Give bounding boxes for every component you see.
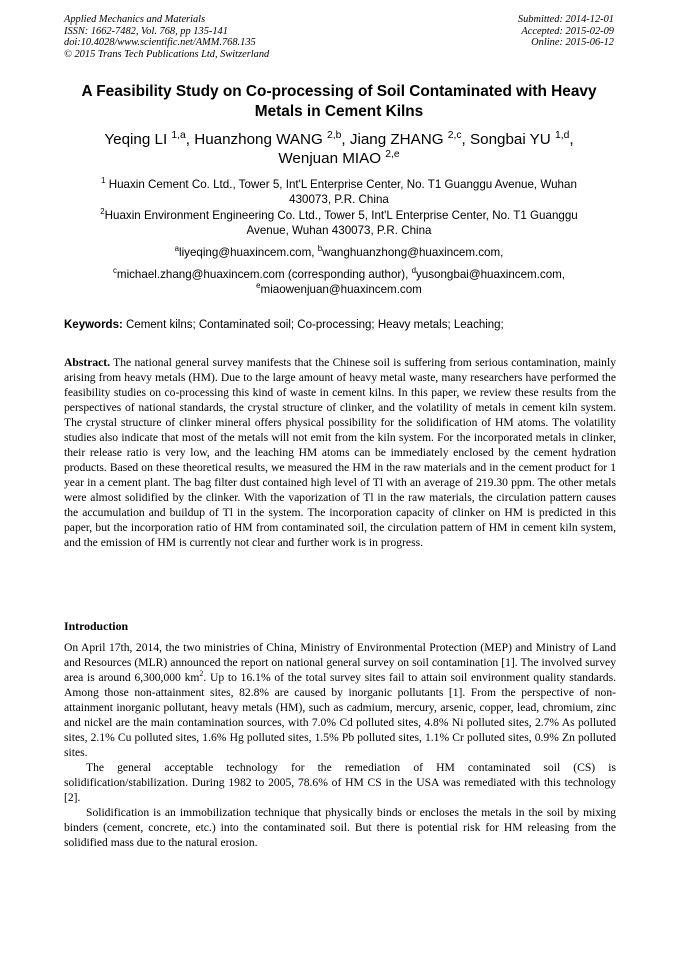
intro-paragraph-2: The general acceptable technology for the remediation of HM contaminated soil (CS) is solidification/stabilization. During 1982 to 2005, 78.6% of HM CS in the USA was remediated with this technology [2]. [64,761,616,804]
intro-paragraph-1-text: On April 17th, 2014, the two ministries of China, Ministry of Environmental Protection (MEP) and Ministry of Land and Resources (MLR) announced the report on national general survey on soil contamination [1]. The involved survey area is around 6,300,000 km [64,641,616,684]
author-line-1 [64,130,614,149]
keywords-label: Keywords: [64,319,123,331]
affiliation-mark: 2 [100,207,105,217]
author-separator: , [185,131,195,148]
abstract-section [64,355,616,550]
affiliation-2 [64,208,614,238]
author-affil-mark: 1,a [171,129,186,141]
keywords-section [64,318,616,333]
introduction-section [64,640,616,850]
email-mark: a [174,244,179,254]
journal-copyright: © 2015 Trans Tech Publications Ltd, Switzerland [64,48,270,60]
keywords-text: Cement kilns; Contaminated soil; Co-processing; Heavy metals; Leaching; [122,319,504,331]
journal-info [64,14,269,60]
paper-title-line-1: A Feasibility Study on Co-processing of Soil Contaminated with Heavy [81,83,597,100]
email-mark: b [317,244,323,254]
superscript-2: 2 [199,669,204,679]
email-mark: c [112,266,117,276]
affiliation-2-line-2: Avenue, Wuhan 430073, P.R. China [246,224,432,237]
intro-paragraph-1-text-cont: . Up to 16.1% of the total survey sites fail to attain soil environment quality standards. Among those non-attainment sites, 82.8% are caused by inorganic pollutants [1]. From the perspective of non-attainment inorganic pollutant, heavy metals (HM), such as cadmium, mercury, arsenic, copper, lead, chromium, zinc and nickel are the main contamination sources, with 7.0% Cd polluted sites, 4.8% Ni polluted sites, 2.7% As polluted sites, 2.1% Cu polluted sites, 1.6% Hg polluted sites, 1.5% Pb polluted sites, 1.1% Cr polluted sites, 0.9% Zn polluted sites. [64,671,616,759]
email-address: yusongbai@huaxincem.com, [415,268,566,281]
author-list [64,130,614,168]
author-name: Yeqing LI [104,131,172,148]
author-line-2 [64,149,614,168]
email-mark: d [411,266,416,276]
author-affil-mark: 2,b [327,129,342,141]
email-line-1 [64,245,614,260]
abstract-text: The national general survey manifests that the Chinese soil is suffering from serious contamination, mainly arising from heavy metals (HM). Due to the large amount of heavy metal waste, many researchers have performed the feasibility studies on co-processing this kind of waste in cement kilns. In this paper, we review these results from the perspectives of national standards, the crystal structure of clinker, and the volatility of metals in cement kiln system. The crystal structure of clinker mineral offers physical possibility for the solidification of HM atoms. The volatility studies also indicate that most of the metals will not emit from the kiln system. For the incorporated metals in clinker, their release ratio is very low, and the leaching HM atoms can be immediately enclosed by the cement hydration products. Based on these theoretical results, we measured the HM in the raw materials and in the cement product for 1 year in a cement plant. The bag filter dust contained high level of Tl with an average of 219.30 ppm. The other metals were almost solidified by the clinker. With the vaporization of Tl in the raw materials, the circulation pattern causes the accumulation and buildup of Tl in the system. The incorporation capacity of clinker on HM is predicted in this paper, but the incorporation ratio of HM from contaminated soil, the circulation pattern of HM in cement kiln system, and the emission of HM is currently not clear and further work is in progress. [64,356,616,549]
submission-dates [518,14,614,49]
email-mark: e [256,281,261,291]
journal-name: Applied Mechanics and Materials [64,14,206,25]
affiliation-2-line-1 [64,208,614,223]
journal-doi: doi:10.4028/www.scientific.net/AMM.768.135 [64,37,256,49]
author-separator: , [341,131,350,148]
affiliation-mark: 1 [101,176,106,186]
online-date: Online: 2015-06-12 [531,37,614,49]
author-separator: , [461,131,470,148]
affiliation-1-line-2: 430073, P.R. China [289,193,389,206]
affiliation-1-line-1 [64,177,614,192]
abstract-label: Abstract. [64,356,111,369]
email-block-2 [64,267,614,297]
affiliation-text: Huaxin Cement Co. Ltd., Tower 5, Int'L Enterprise Center, No. T1 Guanggu Avenue, Wuhan [105,178,577,191]
paper-title-line-2: Metals in Cement Kilns [254,103,424,120]
submitted-date: Submitted: 2014-12-01 [517,14,614,25]
email-address: michael.zhang@huaxincem.com (corresponding author), [116,268,412,281]
intro-paragraph-1 [64,640,616,760]
author-name: Jiang ZHANG [349,131,448,148]
journal-issn: ISSN: 1662-7482, Vol. 768, pp 135-141 [64,25,228,37]
author-name: Songbai YU [470,131,555,148]
author-affil-mark: 1,d [555,129,570,141]
author-name: Wenjuan MIAO [278,150,386,167]
accepted-date: Accepted: 2015-02-09 [521,25,614,37]
author-name: Huanzhong WANG [194,131,328,148]
email-line-2 [64,267,614,282]
author-affil-mark: 2,e [385,148,400,160]
affiliation-1 [64,177,614,207]
email-address: wanghuanzhong@huaxincem.com, [322,246,504,259]
author-affil-mark: 2,c [447,129,462,141]
intro-paragraph-3: Solidification is an immobilization technique that physically binds or encloses the metals in the soil by mixing binders (cement, concrete, etc.) into the contaminated soil. But there is potential risk for HM releasing from the solidified mass due to the natural erosion. [64,806,616,849]
paper-title [64,82,614,122]
introduction-heading: Introduction [64,619,129,633]
affiliation-text: Huaxin Environment Engineering Co. Ltd., Tower 5, Int'L Enterprise Center, No. T1 Guanggu [104,209,578,222]
author-separator: , [569,131,574,148]
email-address: liyeqing@huaxincem.com, [179,246,318,259]
email-address: miaowenjuan@huaxincem.com [260,283,422,296]
email-line-3 [64,282,614,297]
